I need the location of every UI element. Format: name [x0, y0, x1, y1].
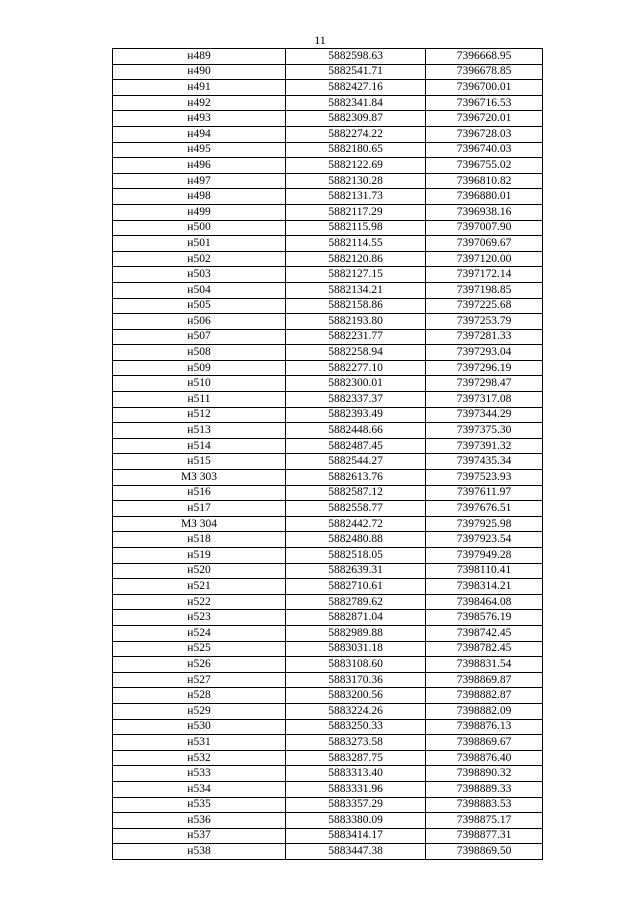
point-name-cell: н524: [113, 625, 286, 641]
x-coordinate-cell: 5882122.69: [286, 158, 426, 174]
table-row: [113, 657, 543, 673]
table-row: [113, 438, 543, 454]
x-coordinate-cell: 5883108.60: [286, 657, 426, 673]
table-row: [113, 797, 543, 813]
x-coordinate-cell: 5882587.12: [286, 485, 426, 501]
table-row: [113, 641, 543, 657]
point-name-cell: н518: [113, 532, 286, 548]
point-name-cell: н535: [113, 797, 286, 813]
table-row: [113, 64, 543, 80]
x-coordinate-cell: 5882309.87: [286, 111, 426, 127]
x-coordinate-cell: 5883250.33: [286, 719, 426, 735]
table-row: [113, 485, 543, 501]
point-name-cell: н493: [113, 111, 286, 127]
table-row: [113, 454, 543, 470]
x-coordinate-cell: 5883031.18: [286, 641, 426, 657]
point-name-cell: н529: [113, 703, 286, 719]
y-coordinate-cell: 7396720.01: [426, 111, 543, 127]
x-coordinate-cell: 5882518.05: [286, 548, 426, 564]
y-coordinate-cell: 7397298.47: [426, 376, 543, 392]
y-coordinate-cell: 7398889.33: [426, 781, 543, 797]
y-coordinate-cell: 7397198.85: [426, 282, 543, 298]
point-name-cell: н507: [113, 329, 286, 345]
x-coordinate-cell: 5882427.16: [286, 80, 426, 96]
y-coordinate-cell: 7397317.08: [426, 392, 543, 408]
x-coordinate-cell: 5882639.31: [286, 563, 426, 579]
table-row: [113, 719, 543, 735]
y-coordinate-cell: 7398869.50: [426, 844, 543, 860]
coordinates-table-body: [113, 49, 543, 860]
table-row: [113, 282, 543, 298]
point-name-cell: н495: [113, 142, 286, 158]
point-name-cell: н522: [113, 594, 286, 610]
y-coordinate-cell: 7396740.03: [426, 142, 543, 158]
table-row: [113, 423, 543, 439]
y-coordinate-cell: 7398742.45: [426, 625, 543, 641]
point-name-cell: н512: [113, 407, 286, 423]
point-name-cell: н504: [113, 282, 286, 298]
point-name-cell: н525: [113, 641, 286, 657]
y-coordinate-cell: 7397523.93: [426, 470, 543, 486]
point-name-cell: н494: [113, 126, 286, 142]
point-name-cell: н515: [113, 454, 286, 470]
point-name-cell: н503: [113, 267, 286, 283]
point-name-cell: н498: [113, 189, 286, 205]
table-row: [113, 49, 543, 65]
table-row: [113, 407, 543, 423]
y-coordinate-cell: 7397611.97: [426, 485, 543, 501]
point-name-cell: н492: [113, 95, 286, 111]
x-coordinate-cell: 5883414.17: [286, 828, 426, 844]
y-coordinate-cell: 7396716.53: [426, 95, 543, 111]
x-coordinate-cell: 5883273.58: [286, 735, 426, 751]
y-coordinate-cell: 7397069.67: [426, 236, 543, 252]
x-coordinate-cell: 5882158.86: [286, 298, 426, 314]
x-coordinate-cell: 5882789.62: [286, 594, 426, 610]
x-coordinate-cell: 5882487.45: [286, 438, 426, 454]
table-row: [113, 548, 543, 564]
table-row: [113, 532, 543, 548]
table-row: [113, 329, 543, 345]
table-row: [113, 844, 543, 860]
point-name-cell: МЗ 304: [113, 516, 286, 532]
table-row: [113, 111, 543, 127]
table-row: [113, 314, 543, 330]
y-coordinate-cell: 7396938.16: [426, 204, 543, 220]
table-row: [113, 579, 543, 595]
table-row: [113, 267, 543, 283]
point-name-cell: н490: [113, 64, 286, 80]
x-coordinate-cell: 5882258.94: [286, 345, 426, 361]
y-coordinate-cell: 7397375.30: [426, 423, 543, 439]
y-coordinate-cell: 7398882.87: [426, 688, 543, 704]
y-coordinate-cell: 7396678.85: [426, 64, 543, 80]
x-coordinate-cell: 5882300.01: [286, 376, 426, 392]
table-row: [113, 298, 543, 314]
point-name-cell: н534: [113, 781, 286, 797]
point-name-cell: н519: [113, 548, 286, 564]
x-coordinate-cell: 5882277.10: [286, 360, 426, 376]
point-name-cell: н499: [113, 204, 286, 220]
point-name-cell: н538: [113, 844, 286, 860]
y-coordinate-cell: 7397172.14: [426, 267, 543, 283]
x-coordinate-cell: 5882480.88: [286, 532, 426, 548]
y-coordinate-cell: 7397296.19: [426, 360, 543, 376]
table-row: [113, 80, 543, 96]
x-coordinate-cell: 5882117.29: [286, 204, 426, 220]
x-coordinate-cell: 5882115.98: [286, 220, 426, 236]
x-coordinate-cell: 5882193.80: [286, 314, 426, 330]
x-coordinate-cell: 5882558.77: [286, 501, 426, 517]
y-coordinate-cell: 7398464.08: [426, 594, 543, 610]
table-row: [113, 828, 543, 844]
y-coordinate-cell: 7398831.54: [426, 657, 543, 673]
x-coordinate-cell: 5882341.84: [286, 95, 426, 111]
y-coordinate-cell: 7396755.02: [426, 158, 543, 174]
y-coordinate-cell: 7397435.34: [426, 454, 543, 470]
y-coordinate-cell: 7397120.00: [426, 251, 543, 267]
point-name-cell: н513: [113, 423, 286, 439]
table-row: [113, 95, 543, 111]
y-coordinate-cell: 7397391.32: [426, 438, 543, 454]
x-coordinate-cell: 5882231.77: [286, 329, 426, 345]
x-coordinate-cell: 5882442.72: [286, 516, 426, 532]
y-coordinate-cell: 7396810.82: [426, 173, 543, 189]
table-row: [113, 189, 543, 205]
y-coordinate-cell: 7398869.87: [426, 672, 543, 688]
table-row: [113, 158, 543, 174]
point-name-cell: н505: [113, 298, 286, 314]
y-coordinate-cell: 7398110.41: [426, 563, 543, 579]
table-row: [113, 360, 543, 376]
point-name-cell: н508: [113, 345, 286, 361]
point-name-cell: н516: [113, 485, 286, 501]
x-coordinate-cell: 5882180.65: [286, 142, 426, 158]
x-coordinate-cell: 5882337.37: [286, 392, 426, 408]
table-row: [113, 345, 543, 361]
table-row: [113, 236, 543, 252]
point-name-cell: н531: [113, 735, 286, 751]
point-name-cell: н533: [113, 766, 286, 782]
x-coordinate-cell: 5882130.28: [286, 173, 426, 189]
y-coordinate-cell: 7398877.31: [426, 828, 543, 844]
table-row: [113, 501, 543, 517]
x-coordinate-cell: 5882393.49: [286, 407, 426, 423]
point-name-cell: н523: [113, 610, 286, 626]
x-coordinate-cell: 5882120.86: [286, 251, 426, 267]
point-name-cell: н528: [113, 688, 286, 704]
point-name-cell: н509: [113, 360, 286, 376]
point-name-cell: н527: [113, 672, 286, 688]
table-row: [113, 142, 543, 158]
y-coordinate-cell: 7397344.29: [426, 407, 543, 423]
table-row: [113, 563, 543, 579]
table-row: [113, 204, 543, 220]
y-coordinate-cell: 7397007.90: [426, 220, 543, 236]
point-name-cell: н517: [113, 501, 286, 517]
x-coordinate-cell: 5883357.29: [286, 797, 426, 813]
page-number: 11: [314, 33, 326, 47]
y-coordinate-cell: 7396880.01: [426, 189, 543, 205]
y-coordinate-cell: 7398576.19: [426, 610, 543, 626]
table-row: [113, 392, 543, 408]
y-coordinate-cell: 7397253.79: [426, 314, 543, 330]
table-row: [113, 173, 543, 189]
y-coordinate-cell: 7397925.98: [426, 516, 543, 532]
x-coordinate-cell: 5882710.61: [286, 579, 426, 595]
y-coordinate-cell: 7398876.40: [426, 750, 543, 766]
x-coordinate-cell: 5882134.21: [286, 282, 426, 298]
coordinates-table: [112, 48, 543, 860]
x-coordinate-cell: 5882989.88: [286, 625, 426, 641]
point-name-cell: н500: [113, 220, 286, 236]
x-coordinate-cell: 5882114.55: [286, 236, 426, 252]
x-coordinate-cell: 5883170.36: [286, 672, 426, 688]
table-row: [113, 688, 543, 704]
point-name-cell: н501: [113, 236, 286, 252]
point-name-cell: н502: [113, 251, 286, 267]
x-coordinate-cell: 5882541.71: [286, 64, 426, 80]
point-name-cell: н489: [113, 49, 286, 65]
point-name-cell: н510: [113, 376, 286, 392]
x-coordinate-cell: 5882598.63: [286, 49, 426, 65]
point-name-cell: н496: [113, 158, 286, 174]
point-name-cell: н530: [113, 719, 286, 735]
table-row: [113, 672, 543, 688]
y-coordinate-cell: 7397293.04: [426, 345, 543, 361]
table-row: [113, 594, 543, 610]
point-name-cell: н537: [113, 828, 286, 844]
table-row: [113, 376, 543, 392]
point-name-cell: н514: [113, 438, 286, 454]
point-name-cell: н511: [113, 392, 286, 408]
x-coordinate-cell: 5883380.09: [286, 813, 426, 829]
point-name-cell: н506: [113, 314, 286, 330]
table-row: [113, 625, 543, 641]
x-coordinate-cell: 5883224.26: [286, 703, 426, 719]
x-coordinate-cell: 5882127.15: [286, 267, 426, 283]
table-row: [113, 735, 543, 751]
x-coordinate-cell: 5882274.22: [286, 126, 426, 142]
y-coordinate-cell: 7396700.01: [426, 80, 543, 96]
y-coordinate-cell: 7398875.17: [426, 813, 543, 829]
y-coordinate-cell: 7398869.67: [426, 735, 543, 751]
x-coordinate-cell: 5882871.04: [286, 610, 426, 626]
y-coordinate-cell: 7396668.95: [426, 49, 543, 65]
table-row: [113, 750, 543, 766]
table-row: [113, 220, 543, 236]
x-coordinate-cell: 5882544.27: [286, 454, 426, 470]
table-row: [113, 781, 543, 797]
point-name-cell: н521: [113, 579, 286, 595]
y-coordinate-cell: 7398883.53: [426, 797, 543, 813]
point-name-cell: н536: [113, 813, 286, 829]
x-coordinate-cell: 5882613.76: [286, 470, 426, 486]
table-row: [113, 703, 543, 719]
y-coordinate-cell: 7398782.45: [426, 641, 543, 657]
x-coordinate-cell: 5883313.40: [286, 766, 426, 782]
x-coordinate-cell: 5883447.38: [286, 844, 426, 860]
y-coordinate-cell: 7398314.21: [426, 579, 543, 595]
table-row: [113, 813, 543, 829]
y-coordinate-cell: 7397676.51: [426, 501, 543, 517]
table-row: [113, 610, 543, 626]
y-coordinate-cell: 7397949.28: [426, 548, 543, 564]
y-coordinate-cell: 7398876.13: [426, 719, 543, 735]
table-row: [113, 126, 543, 142]
point-name-cell: н491: [113, 80, 286, 96]
point-name-cell: н532: [113, 750, 286, 766]
point-name-cell: МЗ 303: [113, 470, 286, 486]
table-row: [113, 766, 543, 782]
table-row: [113, 251, 543, 267]
table-row: [113, 470, 543, 486]
y-coordinate-cell: 7397281.33: [426, 329, 543, 345]
y-coordinate-cell: 7396728.03: [426, 126, 543, 142]
y-coordinate-cell: 7398882.09: [426, 703, 543, 719]
x-coordinate-cell: 5883331.96: [286, 781, 426, 797]
table-row: [113, 516, 543, 532]
y-coordinate-cell: 7398890.32: [426, 766, 543, 782]
x-coordinate-cell: 5882131.73: [286, 189, 426, 205]
point-name-cell: н526: [113, 657, 286, 673]
x-coordinate-cell: 5882448.66: [286, 423, 426, 439]
x-coordinate-cell: 5883287.75: [286, 750, 426, 766]
point-name-cell: н497: [113, 173, 286, 189]
y-coordinate-cell: 7397225.68: [426, 298, 543, 314]
x-coordinate-cell: 5883200.56: [286, 688, 426, 704]
point-name-cell: н520: [113, 563, 286, 579]
y-coordinate-cell: 7397923.54: [426, 532, 543, 548]
